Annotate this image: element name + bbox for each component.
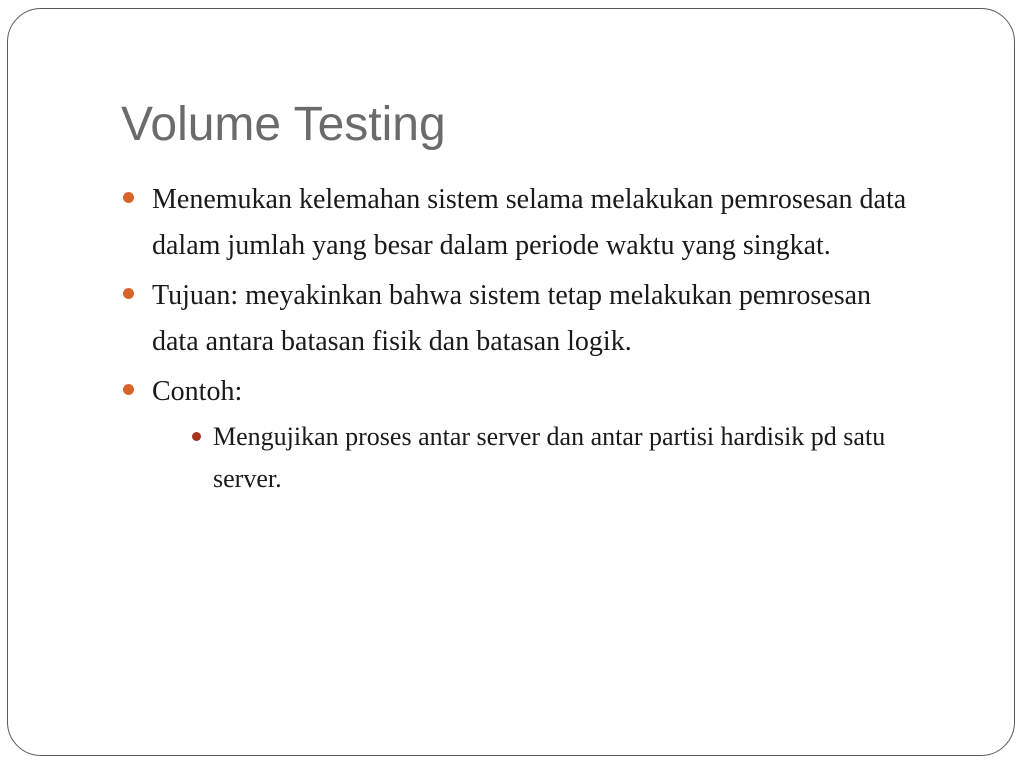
slide-frame	[7, 8, 1015, 756]
bullet-list	[121, 177, 921, 505]
bullet-dot-icon	[123, 192, 134, 203]
bullet-text: Tujuan: meyakinkan bahwa sistem tetap melakukan pemrosesan data antara batasan fisik dan batasan logik.	[152, 280, 872, 357]
bullet-item	[121, 177, 921, 268]
bullet-text: Contoh:	[152, 376, 243, 407]
sub-bullet-text: Mengujikan proses antar server dan antar partisi hardisik pd satu server.	[213, 421, 886, 493]
slide-title: Volume Testing	[121, 98, 446, 151]
bullet-text: Menemukan kelemahan sistem selama melakukan pemrosesan data dalam jumlah yang besar dalam periode waktu yang singkat.	[152, 184, 907, 261]
bullet-dot-icon	[123, 384, 134, 395]
sub-bullet-list	[152, 416, 921, 500]
bullet-item	[121, 369, 921, 500]
sub-bullet-dot-icon	[192, 432, 201, 441]
bullet-dot-icon	[123, 288, 134, 299]
sub-bullet-item	[152, 416, 921, 500]
bullet-item	[121, 273, 921, 364]
